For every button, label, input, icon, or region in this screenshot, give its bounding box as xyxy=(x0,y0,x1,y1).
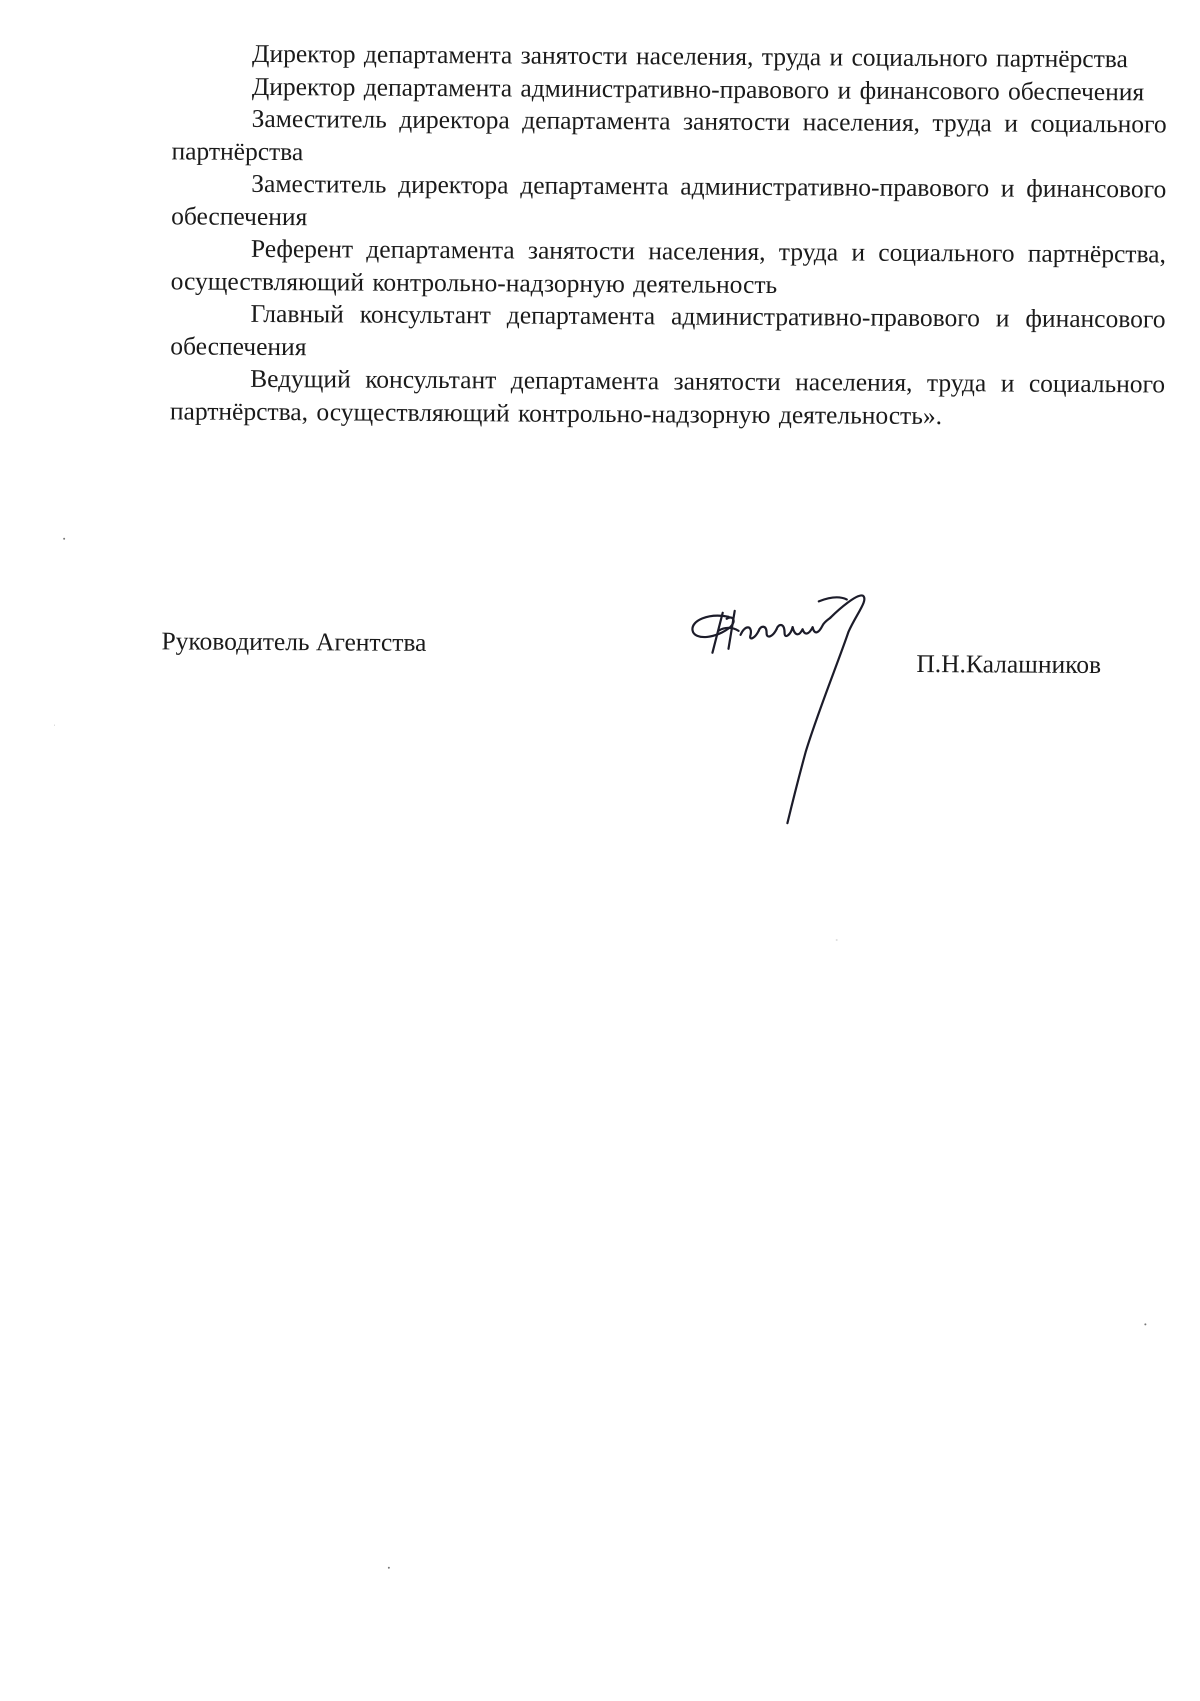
scan-speck xyxy=(836,939,838,940)
signer-role: Руководитель Агентства xyxy=(161,626,427,657)
position-item: Заместитель директора департамента занятости населения, труда и социального партнёрства xyxy=(171,103,1167,166)
position-item: Ведущий консультант департамента занятости населения, труда и социального партнёрства, осуществляющий контрольно-надзорную деятельность». xyxy=(169,363,1166,430)
position-item: Главный консультант департамента административно-правового и финансового обеспечения xyxy=(170,298,1166,361)
position-item: Директор департамента административно-правового и финансового обеспечения xyxy=(251,71,1145,106)
scan-speck xyxy=(54,725,55,726)
scan-speck xyxy=(63,538,65,540)
scan-speck xyxy=(1144,1323,1146,1325)
position-item: Директор департамента занятости населения, труда и социального партнёрства xyxy=(252,38,1128,74)
position-item: Заместитель директора департамента административно-правового и финансового обеспечения xyxy=(171,168,1167,231)
position-item: Референт департамента занятости населения, труда и социального партнёрства, осуществляющий контрольно-надзорную деятельность xyxy=(170,233,1166,299)
scan-speck xyxy=(388,1567,390,1569)
handwritten-signature xyxy=(687,591,938,833)
signer-name: П.Н.Калашников xyxy=(916,648,1102,680)
